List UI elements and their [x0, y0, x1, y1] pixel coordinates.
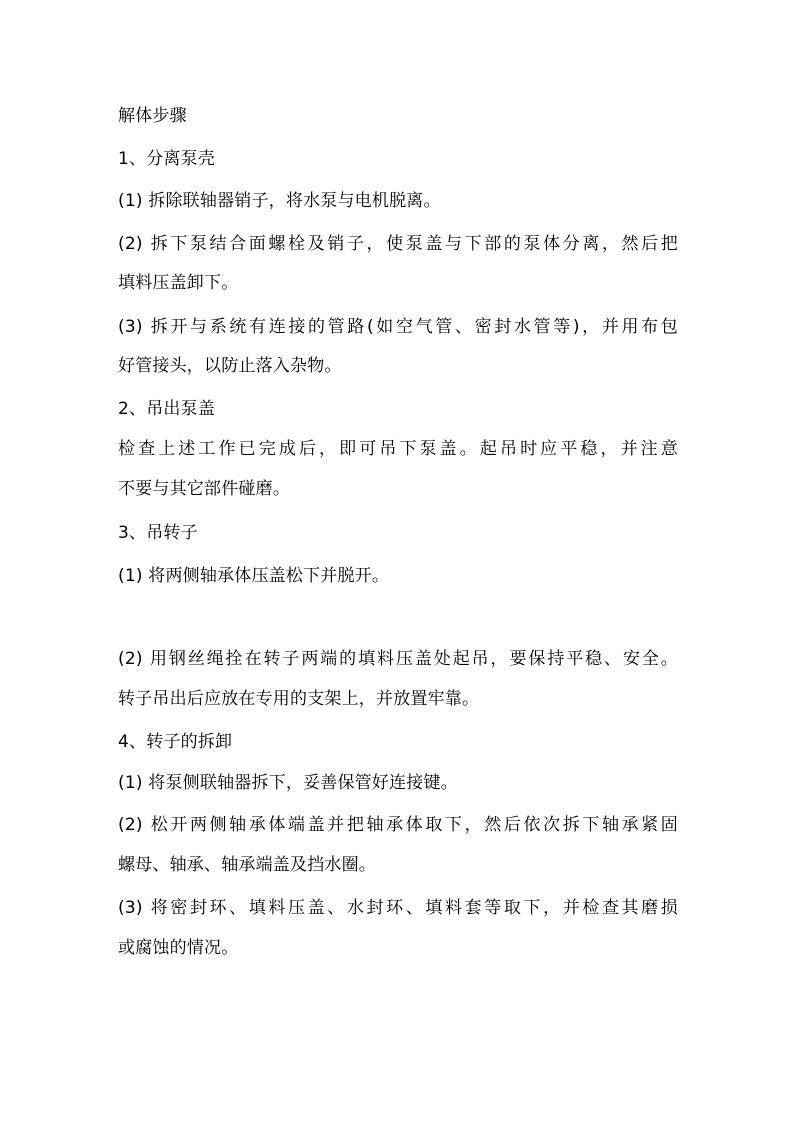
paragraph-line: (3) 拆开与系统有连接的管路(如空气管、密封水管等)，并用布包	[118, 317, 678, 337]
paragraph-line: 螺母、轴承、轴承端盖及挡水圈。	[118, 855, 376, 875]
paragraph-line: (2) 用钢丝绳拴在转子两端的填料压盖处起吊，要保持平稳、安全。	[118, 649, 678, 669]
paragraph-line: (3) 将密封环、填料压盖、水封环、填料套等取下，并检查其磨损	[118, 898, 678, 918]
section-heading-4: 4、转子的拆卸	[118, 732, 233, 752]
paragraph-line: (1) 将泵侧联轴器拆下，妥善保管好连接键。	[118, 773, 458, 793]
paragraph-line: (2) 拆下泵结合面螺栓及销子，使泵盖与下部的泵体分离，然后把	[118, 234, 678, 254]
paragraph-line: 不要与其它部件碰磨。	[118, 479, 290, 499]
section-heading-3: 3、吊转子	[118, 523, 198, 543]
section-heading-1: 1、分离泵壳	[118, 149, 216, 169]
paragraph-line: 检查上述工作已完成后，即可吊下泵盖。起吊时应平稳，并注意	[118, 439, 678, 459]
section-heading-2: 2、吊出泵盖	[118, 399, 216, 419]
paragraph-line: (2) 松开两侧轴承体端盖并把轴承体取下，然后依次拆下轴承紧固	[118, 815, 678, 835]
paragraph-line: (1) 拆除联轴器销子，将水泵与电机脱离。	[118, 191, 441, 211]
paragraph-line: 或腐蚀的情况。	[118, 938, 239, 958]
paragraph-line: (1) 将两侧轴承体压盖松下并脱开。	[118, 566, 390, 586]
paragraph-line: 转子吊出后应放在专用的支架上，并放置牢靠。	[118, 689, 480, 709]
paragraph-line: 填料压盖卸下。	[118, 273, 239, 293]
paragraph-line: 好管接头，以防止落入杂物。	[118, 356, 342, 376]
document-title: 解体步骤	[118, 106, 187, 126]
